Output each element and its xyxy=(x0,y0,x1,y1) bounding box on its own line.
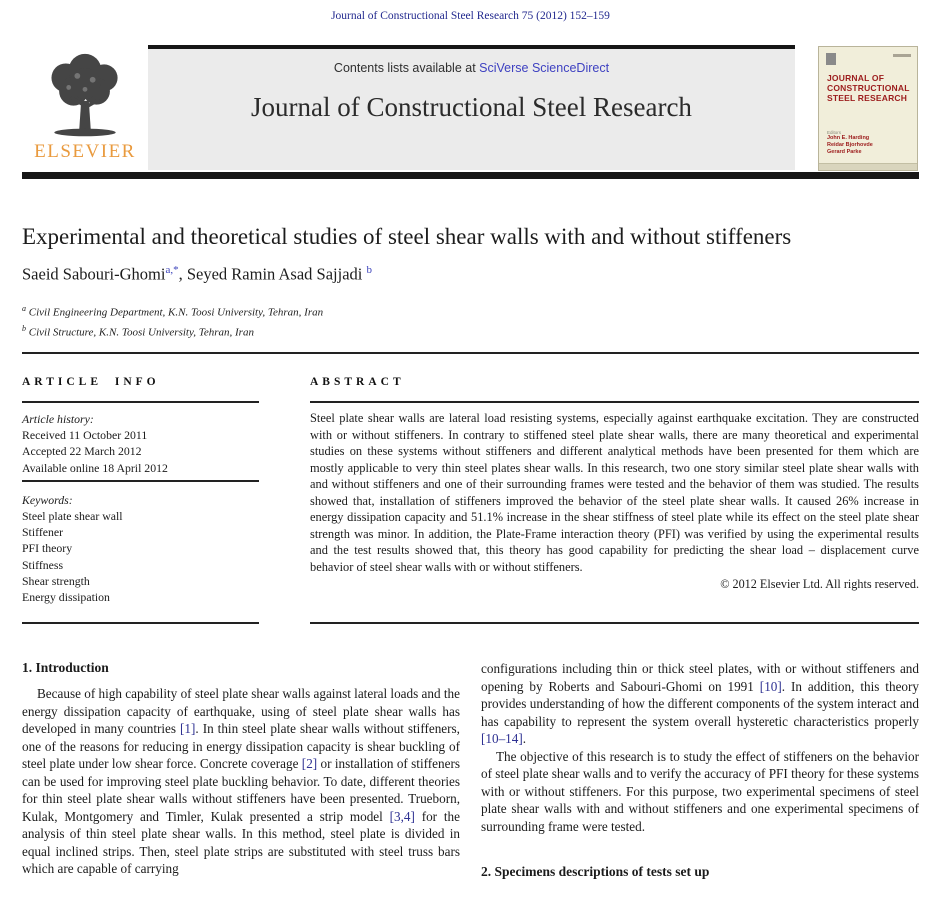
author-separator: , xyxy=(178,264,187,284)
cover-editor: John E. Harding xyxy=(827,135,870,141)
citation-link[interactable]: [3,4] xyxy=(389,808,415,824)
citation-link[interactable]: [10] xyxy=(759,678,782,694)
citation-link[interactable]: [1] xyxy=(180,721,196,736)
affiliation-b xyxy=(22,321,919,341)
author-2-superscript: b xyxy=(366,264,372,276)
affiliation-a xyxy=(22,301,919,321)
journal-banner xyxy=(148,49,795,170)
cover-bottom-strip xyxy=(819,163,917,170)
article-info-header-rule xyxy=(22,401,259,403)
section-heading-introduction: 1. Introduction xyxy=(22,660,109,675)
body-paragraph: The objective of this research is to study the effect of stiffeners on the behavior of steel plate shear walls and to verify the accuracy of PFI theory for these systems with or without stiffeners. For this purpose, two experimental specimens of steel plate shear walls with and without stiffeners and one experimental specimens of surrounding frame were tested. xyxy=(481,748,919,834)
affiliation-b-text: Civil Structure, K.N. Toosi University, Tehran, Iran xyxy=(26,326,254,339)
elsevier-tree-icon xyxy=(37,51,133,143)
keyword: PFI theory xyxy=(22,541,73,556)
elsevier-wordmark: ELSEVIER xyxy=(34,141,136,162)
cover-editors-label: Editors xyxy=(827,130,842,135)
author-1: Saeid Sabouri-Ghomi xyxy=(22,264,166,284)
journal-reference: Journal of Constructional Steel Research 75 (2012) 152–159 xyxy=(331,10,610,22)
author-2: Seyed Ramin Asad Sajjadi xyxy=(186,264,363,284)
keyword: Energy dissipation xyxy=(22,590,110,605)
history-received: Received 11 October 2011 xyxy=(22,428,148,443)
citation-link[interactable]: [10–14] xyxy=(481,731,523,746)
cover-editor: Reidar Bjorhovde xyxy=(827,142,873,148)
banner-journal-title: Journal of Constructional Steel Research xyxy=(251,92,692,122)
keyword: Stiffener xyxy=(22,525,64,540)
history-available: Available online 18 April 2012 xyxy=(22,460,168,475)
top-section-rule xyxy=(22,352,919,354)
keywords-label: Keywords: xyxy=(22,492,73,507)
abstract-text: Steel plate shear walls are lateral load resisting systems, especially against earthquake excitation. They are constructed with or without stiffeners. In contrary to stiffened steel plate shear walls, there are many theoretical and experimental studies on these systems without stiffeners and different analytical methods have been presented for them which are mostly applicable to very thin steel plates shear walls. In this research, two one story similar steel plate shear walls with and without stiffeners and one of their surrounding frames were tested and the behavior of them was studied. The results showed that, installation of stiffeners improved the behavior of the steel plate shear walls. It caused 26% increase in energy dissipation capacity and 51.1% increase in the shear stiffness of steel plate while its effect on the steel plate shear strength was minor. In addition, the Plate-Frame interaction theory (PFI) was verified by using the experimental results and the test results showed that, this theory has good capability for predicting the shear load – displacement curve behavior of steel shear walls with or without stiffeners. xyxy=(310,411,919,574)
cover-editors xyxy=(827,130,873,156)
journal-cover-thumbnail[interactable] xyxy=(818,46,918,171)
contents-prefix: Contents lists available at xyxy=(333,61,480,75)
contents-line xyxy=(148,61,795,75)
keyword: Shear strength xyxy=(22,573,90,588)
authors-line xyxy=(22,264,919,285)
author-1-superscript: a,* xyxy=(165,264,179,276)
article-title: Experimental and theoretical studies of steel shear walls with and without stiffeners xyxy=(22,224,792,249)
cover-editor: Gerard Parke xyxy=(827,149,862,155)
introduction-paragraph: Because of high capability of steel plate shear walls against lateral loads and the energy dissipation capacity of earthquake, using of steel plate shear walls has developed in many countries [1]. In thin steel plate shear walls without stiffeners, one of the reasons for reducing in energy dissipation capacity is shear buckling of steel plate under low shear force. Concrete coverage [2] or installation of stiffeners can be used for improving steel plate buckling behavior. To date, different theories for thin steel plate shear walls without stiffeners have been presented. Trueborn, Kulak, Montgomery and Timler, Kulak presented a strip model [3,4] for the analysis of thin steel plate shear walls. In this method, steel plate is divided in equal inclined strips. Then, steel plate strips are substituted with steel truss bars which are capable of carrying xyxy=(22,686,460,876)
article-history-label: Article history: xyxy=(22,412,94,426)
copyright-line: © 2012 Elsevier Ltd. All rights reserved. xyxy=(720,577,919,591)
elsevier-logo xyxy=(22,49,148,170)
keyword: Stiffness xyxy=(22,557,64,572)
header-divider-bar xyxy=(22,172,919,179)
affiliation-b-superscript: b xyxy=(22,323,26,333)
section-heading-specimens: 2. Specimens descriptions of tests set up xyxy=(481,864,710,879)
article-info-mid-rule xyxy=(22,480,259,482)
cover-issue-mark xyxy=(893,54,911,57)
abstract-header: ABSTRACT xyxy=(310,376,405,388)
body-paragraph: configurations including thin or thick steel plates, with or without stiffeners and opening by Roberts and Sabouri-Ghomi on 1991 [10]. In addition, this theory provides understanding of how the different components of the system interact and has capability to represent the system overall hysteretic characteristics properly [10–14]. xyxy=(481,661,919,746)
article-info-end-rule xyxy=(22,622,259,624)
cover-emblem-icon xyxy=(826,53,836,65)
abstract-column xyxy=(310,410,919,592)
body-left-column xyxy=(22,660,460,904)
article-info-column xyxy=(22,411,259,605)
history-accepted: Accepted 22 March 2012 xyxy=(22,444,142,459)
abstract-end-rule xyxy=(310,622,919,624)
sciverse-sciencedirect-link[interactable]: SciVerse ScienceDirect xyxy=(479,61,610,75)
affiliation-a-text: Civil Engineering Department, K.N. Toosi University, Tehran, Iran xyxy=(26,306,324,319)
article-info-header: ARTICLE INFO xyxy=(22,376,160,388)
affiliations xyxy=(22,301,919,340)
citation-link[interactable]: [2] xyxy=(301,756,318,771)
affiliation-a-superscript: a xyxy=(22,304,26,313)
keyword: Steel plate shear wall xyxy=(22,509,123,524)
body-right-column xyxy=(481,660,919,904)
cover-title: JOURNAL OF CONSTRUCTIONAL STEEL RESEARCH xyxy=(827,73,910,103)
abstract-header-rule xyxy=(310,401,919,403)
